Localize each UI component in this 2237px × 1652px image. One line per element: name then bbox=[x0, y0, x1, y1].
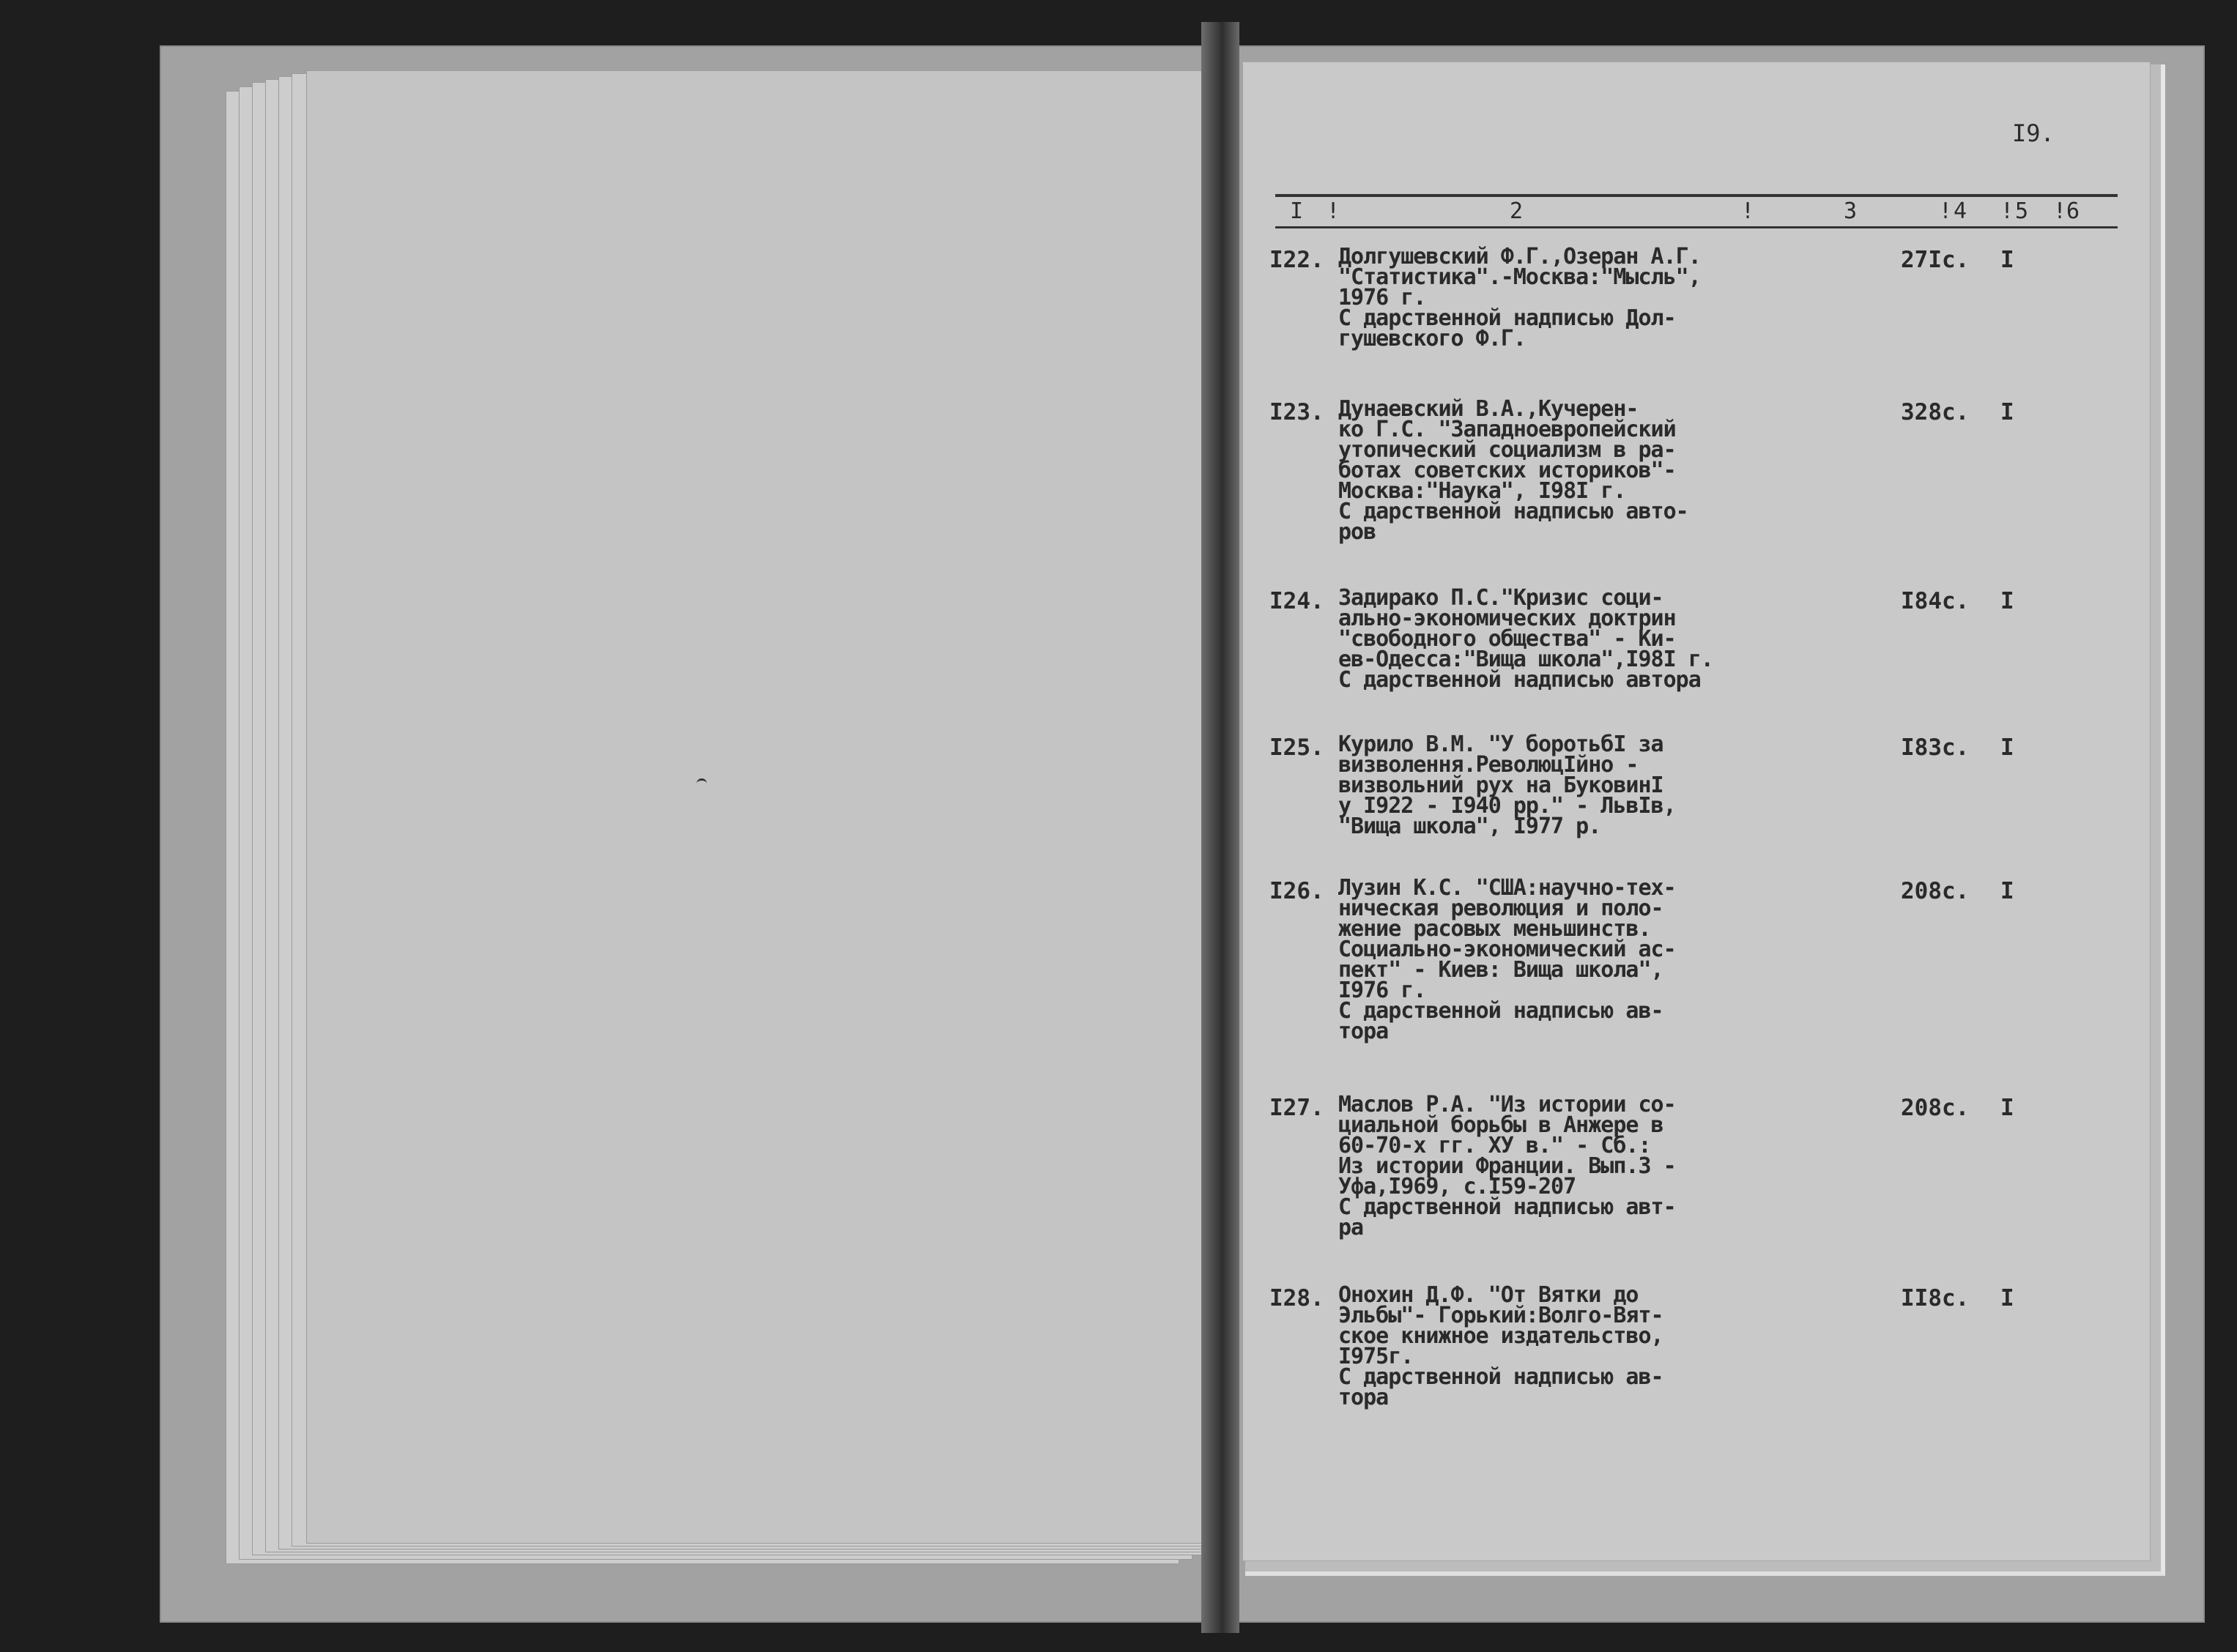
left-page-blank bbox=[306, 70, 1213, 1544]
entry-description: Онохин Д.Ф. "От Вятки до Эльбы"- Горький:Волго-Вят- ское книжное издательство, I975г. С дарственной надписью ав- тора bbox=[1338, 1282, 1663, 1410]
entry-copies: I bbox=[2000, 878, 2014, 904]
page-number: I9. bbox=[2012, 119, 2055, 147]
book-spine bbox=[1201, 22, 1239, 1633]
column-separator: ! bbox=[1741, 198, 1755, 224]
entry-page-count: 208с. bbox=[1901, 1095, 1970, 1121]
entry-number: I26. bbox=[1269, 878, 1324, 904]
entry-copies: I bbox=[2000, 1285, 2014, 1311]
entry-description: Дунаевский В.А.,Кучерен- ко Г.С. "Западноевропейский утопический социализм в ра- ботах советских историков"- Москва:"Наука", I98I г. С дарственной надписью авто- ров bbox=[1338, 396, 1688, 545]
entry-description: Долгушевский Ф.Г.,Озеран А.Г. "Статистика".-Москва:"Мысль", 1976 г. С дарственной надписью Дол- гушевского Ф.Г. bbox=[1338, 244, 1701, 351]
right-page bbox=[1242, 62, 2151, 1561]
entry-copies: I bbox=[2000, 247, 2014, 273]
column-separator: ! bbox=[2053, 198, 2067, 224]
entry-page-count: 208с. bbox=[1901, 878, 1970, 904]
entry-copies: I bbox=[2000, 399, 2014, 425]
entry-page-count: 27Iс. bbox=[1901, 247, 1970, 273]
entry-number: I23. bbox=[1269, 399, 1324, 425]
column-header-cell: 5 bbox=[2015, 198, 2029, 224]
entry-number: I22. bbox=[1269, 247, 1324, 273]
column-separator: ! bbox=[2000, 198, 2014, 224]
entry-page-count: II8с. bbox=[1901, 1285, 1970, 1311]
entry-number: I27. bbox=[1269, 1095, 1324, 1121]
entry-number: I25. bbox=[1269, 734, 1324, 761]
entry-description: Задирако П.С."Кризис соци- ально-экономических доктрин "свободного общества" - Ки- ев-Одесса:"Вища школа",I98I г. С дарственной надписью автора bbox=[1338, 585, 1713, 693]
entry-number: I28. bbox=[1269, 1285, 1324, 1311]
column-header-cell: 6 bbox=[2066, 198, 2080, 224]
entry-copies: I bbox=[2000, 734, 2014, 761]
entry-page-count: 328с. bbox=[1901, 399, 1970, 425]
column-separator: ! bbox=[1939, 198, 1953, 224]
entry-page-count: I83с. bbox=[1901, 734, 1970, 761]
column-header-cell: 2 bbox=[1510, 198, 1524, 224]
column-header-cell: 4 bbox=[1954, 198, 1967, 224]
column-separator: ! bbox=[1327, 198, 1340, 224]
pencil-mark bbox=[697, 778, 707, 784]
entry-page-count: I84с. bbox=[1901, 588, 1970, 614]
entry-description: Курило В.М. "У боротьбI за визволення.РеволюцIйно - визвольний рух на БуковинI у I922 - I940 рр." - ЛьвIв, "Вища школа", I977 р. bbox=[1338, 732, 1676, 839]
entry-copies: I bbox=[2000, 1095, 2014, 1121]
entry-number: I24. bbox=[1269, 588, 1324, 614]
column-header-cell: 3 bbox=[1844, 198, 1858, 224]
table-column-header bbox=[1275, 194, 2118, 228]
entry-description: Маслов Р.А. "Из истории со- циальной борьбы в Анжере в 60-70-х гг. ХУ в." - Сб.: Из истории Франции. Вып.3 - Уфа,I969, с.I59-207 С дарственной надписью авт- ра bbox=[1338, 1092, 1676, 1240]
entry-description: Лузин К.С. "США:научно-тех- ническая революция и поло- жение расовых меньшинств. Социально-экономический ас- пект" - Киев: Вища школа", I976 г. С дарственной надписью ав- тора bbox=[1338, 875, 1676, 1044]
column-header-cell: I bbox=[1290, 198, 1304, 224]
entry-copies: I bbox=[2000, 588, 2014, 614]
